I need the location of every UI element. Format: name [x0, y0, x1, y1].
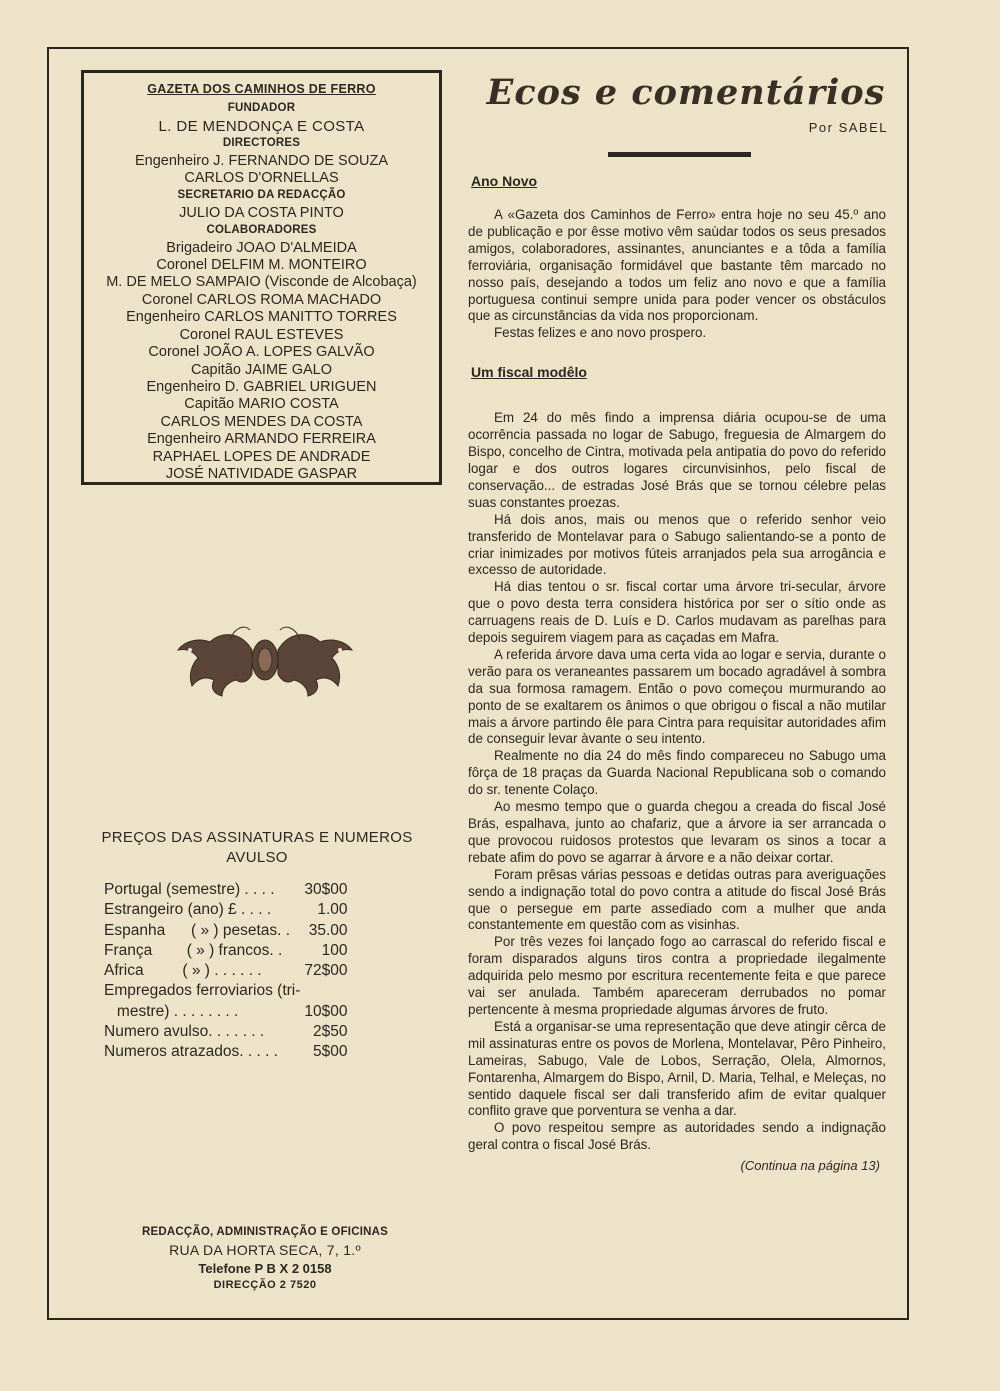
article-paragraph: Há dois anos, mais ou menos que o referido senhor veio transferido de Montelavar para o Sabugo salientando-se a ponto de criar inimizades por motivos fúteis arranjados pela sua arrogância e excesso de autoridade.	[468, 511, 886, 578]
article-paragraph: A referida árvore dava uma certa vida ao logar e servia, durante o verão para os veraneantes passarem um bocado agradável à sombra da sua formosa ramagem. Então o povo começou murmurando ao ponto de se exaltarem os ânimos o que obrigou o fiscal a não mutilar mais a árvore partindo êle para Cintra para requisitar autoridades afim de conseguir levar àvante o seu intento.	[468, 646, 886, 747]
dragon-ornament-icon	[170, 620, 360, 700]
price-value: 30$00	[304, 881, 348, 898]
prices-title: PREÇOS DAS ASSINATURAS E NUMEROS AVULSO	[101, 829, 413, 866]
article-column	[468, 68, 886, 1173]
masthead-box	[81, 70, 442, 485]
article-paragraph: A «Gazeta dos Caminhos de Ferro» entra hoje no seu 45.º ano de publicação e por êsse motivo vêm saùdar todos os seus presados amigos, colaboradores, assinantes, anunciantes e a tôda a família ferroviária, organisação formidável que bastante têm marcado no nosso país, desejando a todos um feliz ano novo e que a família portuguesa continui sempre unida para poder vencer os obstáculos que as circunstâncias da vida nos proporcionam.	[468, 207, 886, 324]
masthead-person: CARLOS MENDES DA COSTA	[160, 413, 363, 430]
masthead-role: SECRETARIO DA REDACÇÃO	[177, 189, 346, 202]
section-heading-ano-novo: Ano Novo	[471, 173, 538, 189]
address-block	[110, 1224, 420, 1292]
masthead-person: Engenheiro J. FERNANDO DE SOUZA	[134, 152, 389, 169]
masthead-person: CARLOS D'ORNELLAS	[184, 170, 339, 187]
prices-table	[104, 880, 348, 1063]
masthead-person: Capitão JAIME GALO	[190, 361, 333, 378]
masthead-person: M. DE MELO SAMPAIO (Visconde de Alcobaça)	[106, 274, 417, 291]
masthead-person: Coronel RAUL ESTEVES	[179, 326, 344, 343]
article-byline: Por SABEL	[808, 120, 888, 135]
masthead-person: Engenheiro CARLOS MANITTO TORRES	[126, 309, 397, 326]
article-title: Ecos e comentários	[486, 72, 886, 113]
masthead-person: Coronel DELFIM M. MONTEIRO	[156, 257, 367, 274]
price-row	[104, 921, 348, 941]
address-direction: DIRECÇÃO 2 7520	[213, 1279, 317, 1291]
masthead-person: Brigadeiro JOAO D'ALMEIDA	[166, 239, 357, 256]
article-paragraph: Há dias tentou o sr. fiscal cortar uma árvore tri-secular, árvore que o povo desta terra considera histórica por ser o sítio onde as carruagens reais de D. Luís e D. Carlos mudavam as parelhas para depois seguirem viagem para as caçadas em Mafra.	[468, 579, 886, 646]
masthead-person: RAPHAEL LOPES DE ANDRADE	[152, 448, 371, 465]
price-row	[104, 900, 348, 920]
masthead-person: Coronel JOÃO A. LOPES GALVÃO	[148, 344, 375, 361]
price-value: 1.00	[317, 901, 348, 919]
price-label: França ( » ) francos. .	[104, 941, 283, 959]
price-label: Numeros atrazados. . . . .	[104, 1043, 279, 1061]
price-row	[104, 1042, 348, 1062]
price-row	[104, 941, 348, 961]
price-label: Espanha ( » ) pesetas. .	[104, 921, 291, 939]
masthead-person: JOSÉ NATIVIDADE GASPAR	[165, 465, 358, 482]
article-paragraph: O povo respeitou sempre as autoridades sendo a indignação geral contra o fiscal José Brás.	[468, 1120, 886, 1153]
section-heading-fiscal: Um fiscal modêlo	[471, 364, 587, 381]
price-label: Portugal (semestre) . . . .	[104, 881, 275, 898]
price-value: 100	[321, 941, 348, 959]
price-value: 72$00	[304, 962, 348, 980]
masthead-paper-title: GAZETA DOS CAMINHOS DE FERRO	[147, 82, 376, 96]
price-value: 35.00	[308, 921, 348, 939]
price-value: 5$00	[313, 1043, 348, 1061]
price-row	[104, 961, 348, 981]
address-line-2: RUA DA HORTA SECA, 7, 1.º	[169, 1242, 361, 1258]
masthead-person: Capitão MARIO COSTA	[184, 396, 339, 413]
masthead-role: DIRECTORES	[222, 137, 301, 150]
price-value: 2$50	[313, 1023, 348, 1041]
price-row	[104, 1022, 348, 1042]
price-label: Estrangeiro (ano) £ . . . .	[104, 901, 272, 919]
article-paragraph: Festas felizes e ano novo prospero.	[494, 325, 707, 341]
continued-note: (Continua na página 13)	[740, 1158, 880, 1174]
article-paragraph: Foram prêsas várias pessoas e detidas outras para averiguações sendo a indignação total do povo contra a atitude do fiscal José Brás que o persegue em parte assediado com a mulher que anda constantemente em questão com as visinhas.	[468, 866, 886, 933]
article-paragraph: Por três vezes foi lançado fogo ao carrascal do referido fiscal e foram disparados alguns tiros contra a propriedade ilegalmente adquirida pelo mesmo por escritura recentemente feita e que parece vai ser anulada. Também apareceram derrubados no pomar pertencente à mesma propriedade algumas árvores de fruto.	[468, 934, 886, 1017]
price-label: Numero avulso. . . . . . .	[104, 1023, 265, 1041]
price-value: 10$00	[304, 1002, 348, 1020]
masthead-person: Coronel CARLOS ROMA MACHADO	[141, 291, 382, 308]
masthead-credits	[84, 100, 439, 483]
masthead-role: COLABORADORES	[206, 224, 317, 237]
subscription-prices	[82, 828, 432, 1063]
title-rule	[608, 152, 751, 157]
masthead-role: FUNDADOR	[227, 102, 296, 115]
price-label: Empregados ferroviarios (tri-	[104, 982, 301, 1000]
price-value	[300, 981, 347, 1001]
section-body-fiscal	[468, 410, 886, 1154]
price-label: Africa ( » ) . . . . . .	[104, 962, 262, 980]
article-paragraph: Realmente no dia 24 do mês findo compareceu no Sabugo uma fôrça de 18 praças da Guarda Nacional Republicana sob o comando do sr. tenente Colaço.	[468, 748, 886, 798]
address-line-1: REDACÇÃO, ADMINISTRAÇÃO E OFICINAS	[142, 1226, 388, 1238]
article-paragraph: Ao mesmo tempo que o guarda chegou a creada do fiscal José Brás, espalhava, junto ao chafariz, que a árvore ia ser arrancada o que provocou ruidosos protestos que levaram os sinos a tocar a rebate afim do povo se agarrar à árvore e a não deixar cortar.	[468, 799, 886, 865]
masthead-person: Engenheiro ARMANDO FERREIRA	[147, 431, 376, 448]
article-paragraph: Em 24 do mês findo a imprensa diária ocupou-se de uma ocorrência passada no logar de Sabugo, freguesia de Almargem do Bispo, concelho de Cintra, motivada pela antipatia do povo do referido logar e dos outros logares circunvisinhos, pelo fiscal de conservação... de estradas José Brás que se tornou célebre pelas suas constantes proezas.	[468, 410, 886, 510]
price-row	[104, 880, 348, 900]
price-row	[104, 1002, 348, 1022]
masthead-person: L. DE MENDONÇA E COSTA	[158, 117, 365, 135]
article-paragraph: Está a organisar-se uma representação que deve atingir cêrca de mil assinaturas entre os povos de Morlena, Montelavar, Pêro Pinheiro, Lameiras, Sabugo, Vale de Lobos, Serração, Olela, Almornos, Fontarenha, Almargem do Bispo, Arnil, D. Maria, Telhal, e Meleças, no sentido daquele fiscal ser dali transferido afim de evitar qualquer conflito grave que porventura se venha a dar.	[468, 1018, 886, 1119]
section-body-ano-novo	[468, 207, 886, 342]
address-phone: Telefone P B X 2 0158	[198, 1261, 332, 1276]
price-label: mestre) . . . . . . . .	[104, 1002, 239, 1020]
masthead-person: Engenheiro D. GABRIEL URIGUEN	[146, 378, 377, 395]
price-row	[104, 981, 348, 1001]
masthead-person: JULIO DA COSTA PINTO	[179, 204, 344, 221]
